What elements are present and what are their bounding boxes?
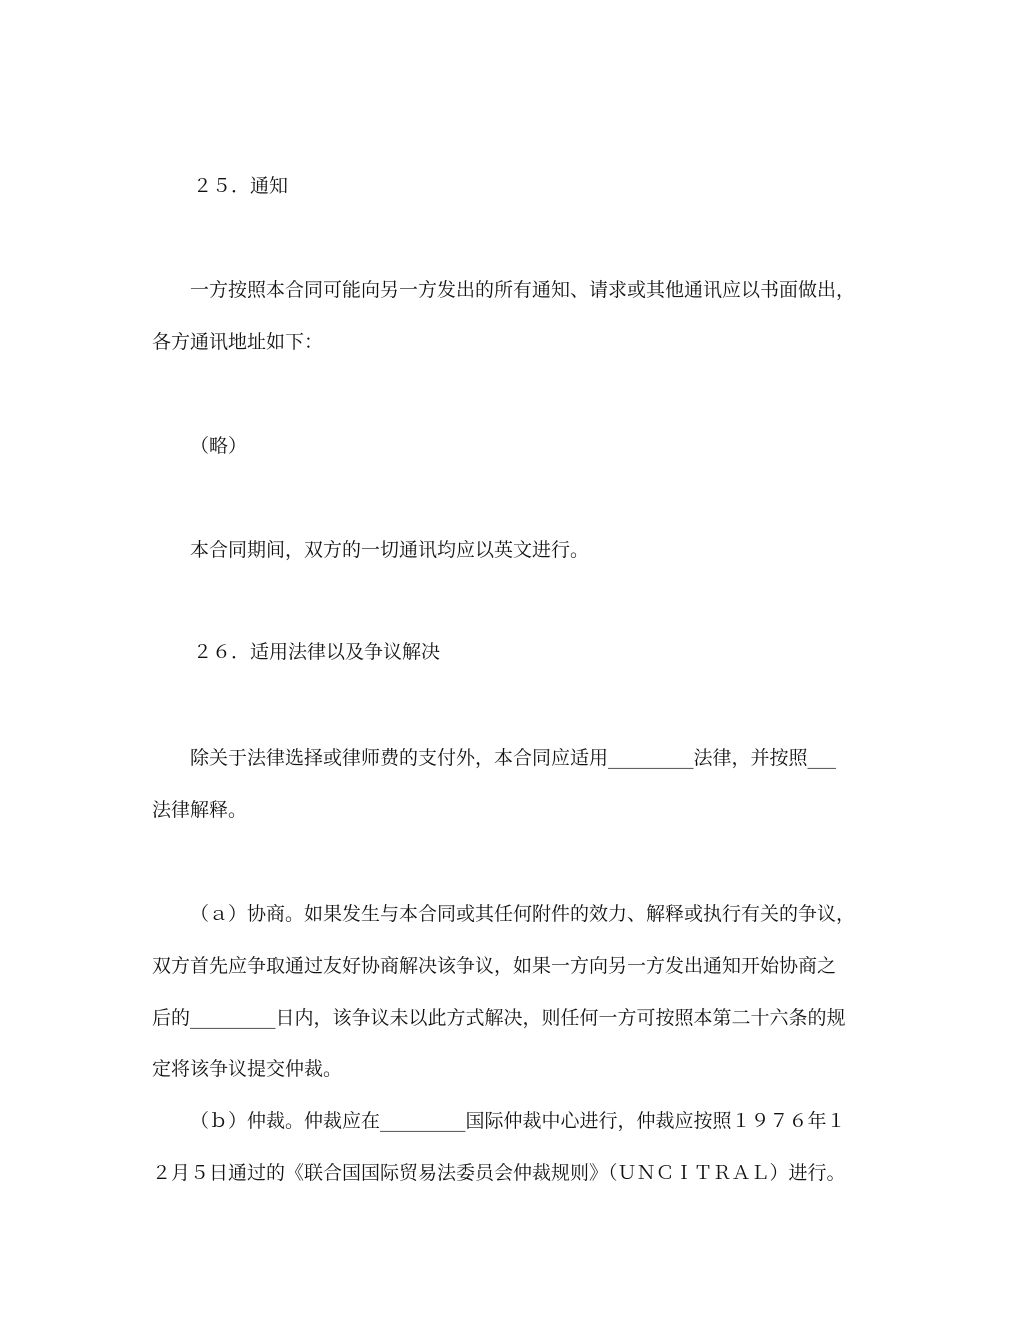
consultation-line-1: （ａ）协商。如果发生与本合同或其任何附件的效力、解释或执行有关的争议， <box>190 903 856 925</box>
section-26-heading: ２６．适用法律以及争议解决 <box>193 641 441 663</box>
notice-paragraph-line-2: 各方通讯地址如下： <box>152 331 324 353</box>
section-25-heading: ２５．通知 <box>193 175 289 197</box>
consultation-line-2: 双方首先应争取通过友好协商解决该争议，如果一方向另一方发出通知开始协商之 <box>152 955 837 977</box>
notice-paragraph-line-1: 一方按照本合同可能向另一方发出的所有通知、请求或其他通讯应以书面做出， <box>190 279 856 301</box>
omitted-address-note: （略） <box>190 435 248 457</box>
arbitration-line-2: ２月５日通过的《联合国国际贸易法委员会仲裁规则》（ＵＮＣＩＴＲＡＬ）进行。 <box>152 1162 846 1184</box>
english-communication-paragraph: 本合同期间，双方的一切通讯均应以英文进行。 <box>190 539 590 561</box>
arbitration-line-1: （ｂ）仲裁。仲裁应在_________国际仲裁中心进行，仲裁应按照１９７６年１ <box>190 1110 846 1132</box>
consultation-line-3: 后的_________日内，该争议未以此方式解决，则任何一方可按照本第二十六条的规 <box>152 1007 846 1029</box>
governing-law-line-2: 法律解释。 <box>152 799 248 821</box>
governing-law-line-1: 除关于法律选择或律师费的支付外，本合同应适用_________法律，并按照___ <box>190 747 837 769</box>
consultation-line-4: 定将该争议提交仲裁。 <box>152 1058 343 1080</box>
